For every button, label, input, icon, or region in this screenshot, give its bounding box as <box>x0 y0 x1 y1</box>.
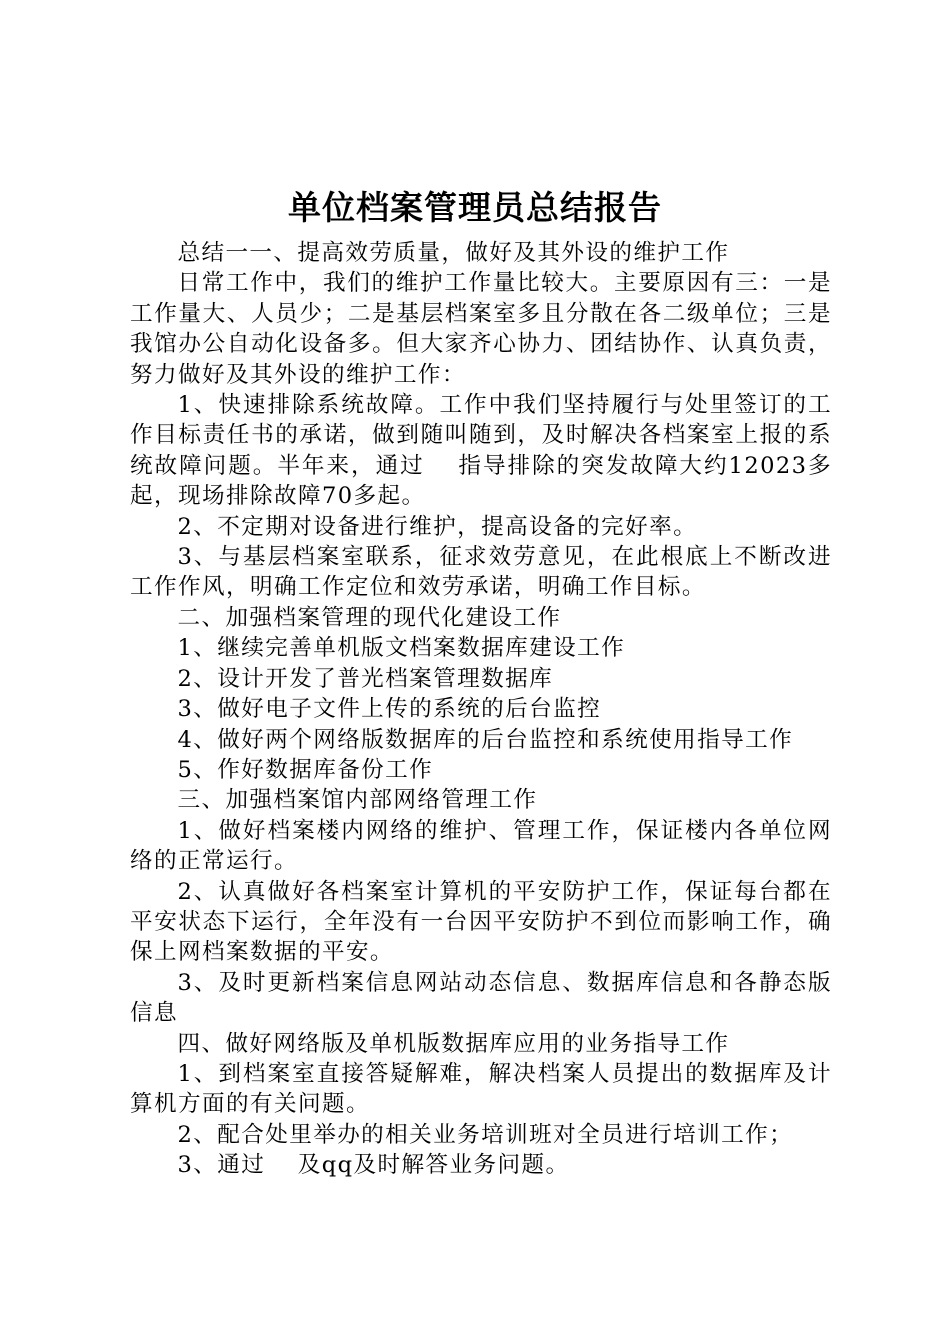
document-title: 单位档案管理员总结报告 <box>288 188 662 227</box>
document-body <box>130 238 832 1181</box>
paragraph: 5、作好数据库备份工作 <box>177 756 434 783</box>
paragraph: 1、到档案室直接答疑解难，解决档案人员提出的数据库及计算机方面的有关问题。 <box>130 1060 832 1118</box>
paragraph: 1、继续完善单机版文档案数据库建设工作 <box>177 635 626 662</box>
paragraph: 2、设计开发了普光档案管理数据库 <box>177 665 554 692</box>
paragraph: 4、做好两个网络版数据库的后台监控和系统使用指导工作 <box>177 726 794 753</box>
section-heading: 二、加强档案管理的现代化建设工作 <box>177 604 562 631</box>
paragraph: 日常工作中，我们的维护工作量比较大。主要原因有三：一是工作量大、人员少；二是基层档案室多且分散在各二级单位；三是我馆办公自动化设备多。但大家齐心协力、团结协作、认真负责，努力做好及其外设的维护工作： <box>130 270 832 388</box>
paragraph: 2、不定期对设备进行维护，提高设备的完好率。 <box>177 513 698 540</box>
paragraph: 3、做好电子文件上传的系统的后台监控 <box>177 696 602 723</box>
paragraph: 1、快速排除系统故障。工作中我们坚持履行与处里签订的工作目标责任书的承诺，做到随叫随到，及时解决各档案室上报的系统故障问题。半年来，通过 指导排除的突发故障大约12023多起，现场排除故障70多起。 <box>130 392 832 510</box>
section-heading: 四、做好网络版及单机版数据库应用的业务指导工作 <box>177 1030 730 1057</box>
paragraph: 1、做好档案楼内网络的维护、管理工作，保证楼内各单位网络的正常运行。 <box>130 817 832 875</box>
paragraph: 总结一一、提高效劳质量，做好及其外设的维护工作 <box>177 240 730 266</box>
paragraph: 3、与基层档案室联系，征求效劳意见，在此根底上不断改进工作作风，明确工作定位和效劳承诺，明确工作目标。 <box>130 544 832 601</box>
paragraph: 2、认真做好各档案室计算机的平安防护工作，保证每台都在平安状态下运行，全年没有一台因平安防护不到位而影响工作，确保上网档案数据的平安。 <box>130 878 832 966</box>
paragraph: 3、通过 及qq及时解答业务问题。 <box>177 1152 570 1179</box>
paragraph: 3、及时更新档案信息网站动态信息、数据库信息和各静态版信息 <box>130 969 832 1027</box>
paragraph: 2、配合处里举办的相关业务培训班对全员进行培训工作； <box>177 1121 794 1148</box>
section-heading: 三、加强档案馆内部网络管理工作 <box>177 787 538 814</box>
